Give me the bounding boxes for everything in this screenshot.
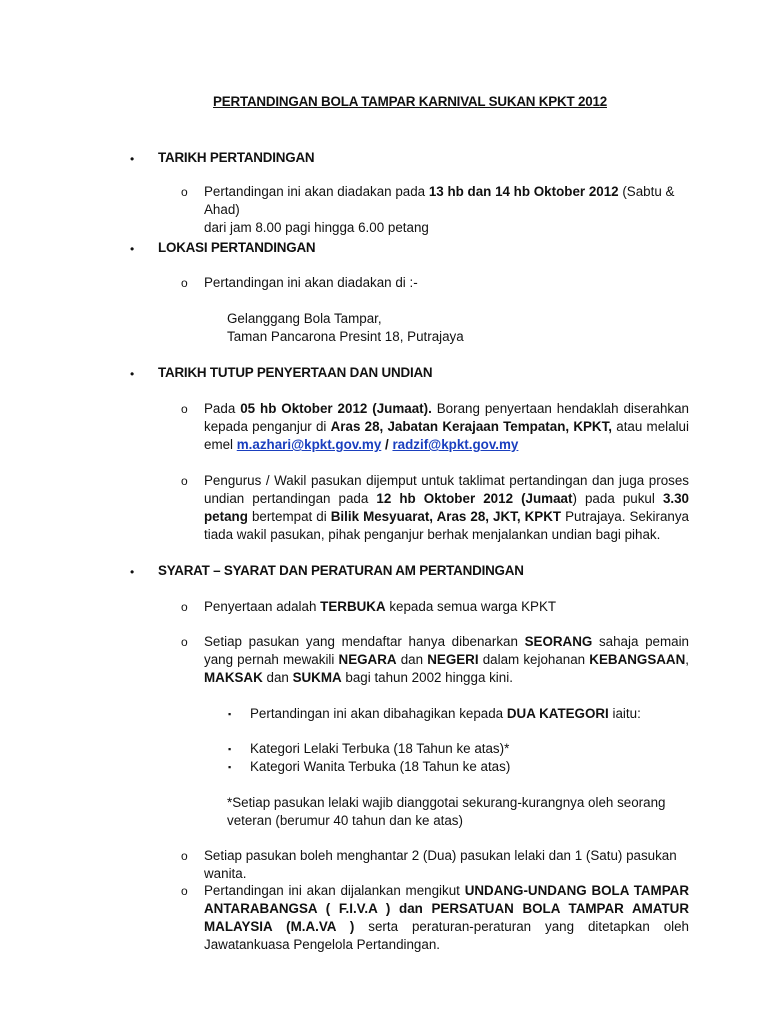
address-line: Gelanggang Bola Tampar,	[227, 311, 382, 326]
section-title: SYARAT – SYARAT DAN PERATURAN AM PERTANDINGAN	[158, 563, 524, 578]
circle-bullet-icon: o	[181, 276, 188, 290]
section-title: TARIKH PERTANDINGAN	[158, 150, 315, 165]
bullet-icon: •	[130, 367, 135, 381]
paragraph: Penyertaan adalah TERBUKA kepada semua warga KPKT	[204, 599, 557, 614]
paragraph: Setiap pasukan boleh menghantar 2 (Dua) pasukan lelaki dan 1 (Satu) pasukan wanita.	[204, 848, 677, 881]
bullet-icon: •	[130, 242, 135, 256]
bullet-icon: •	[130, 565, 135, 579]
square-bullet-icon: ▪	[228, 744, 232, 754]
square-bullet-icon: ▪	[228, 709, 232, 719]
square-bullet-icon: ▪	[228, 762, 232, 772]
section-title: LOKASI PERTANDINGAN	[158, 240, 316, 255]
address-line: Taman Pancarona Presint 18, Putrajaya	[227, 329, 464, 344]
circle-bullet-icon: o	[181, 849, 188, 863]
circle-bullet-icon: o	[181, 185, 188, 199]
circle-bullet-icon: o	[181, 635, 188, 649]
paragraph: Setiap pasukan yang mendaftar hanya dibenarkan SEORANG sahaja pemain yang pernah mewakili NEGARA dan NEGERI dalam kejohanan KEBANGSAAN, MAKSAK dan SUKMA bagi tahun 2002 hingga kini.	[204, 634, 690, 685]
paragraph: Pertandingan ini akan diadakan di :-	[204, 275, 418, 290]
email-link[interactable]: m.azhari@kpkt.gov.my	[236, 437, 382, 452]
section-title: TARIKH TUTUP PENYERTAAN DAN UNDIAN	[158, 365, 433, 380]
paragraph: Pertandingan ini akan dijalankan mengikut UNDANG-UNDANG BOLA TAMPAR ANTARABANGSA ( F.I.V.A ) dan PERSATUAN BOLA TAMPAR AMATUR MALAYSIA (M.A.VA ) serta peraturan-peraturan yang ditetapkan oleh Jawatankuasa Pengelola Pertandingan.	[204, 883, 690, 952]
document-title: PERTANDINGAN BOLA TAMPAR KARNIVAL SUKAN KPKT 2012	[213, 94, 607, 109]
paragraph: Pengurus / Wakil pasukan dijemput untuk taklimat pertandingan dan juga proses undian pertandingan pada 12 hb Oktober 2012 (Jumaat) pada pukul 3.30 petang bertempat di Bilik Mesyuarat, Aras 28, JKT, KPKT Putrajaya. Sekiranya tiada wakil pasukan, pihak penganjur berhak menjalankan undian bagi pihak.	[204, 473, 689, 542]
circle-bullet-icon: o	[181, 600, 188, 614]
circle-bullet-icon: o	[181, 884, 188, 898]
email-link[interactable]: radzif@kpkt.gov.my	[392, 437, 519, 452]
paragraph: Pertandingan ini akan diadakan pada 13 hb dan 14 hb Oktober 2012 (Sabtu & Ahad) dari jam 8.00 pagi hingga 6.00 petang	[204, 184, 675, 235]
document-page: PERTANDINGAN BOLA TAMPAR KARNIVAL SUKAN KPKT 2012 • TARIKH PERTANDINGAN o Pertandingan ini akan diadakan pada 13 hb dan 14 hb Oktober 2012 (Sabtu & Ahad) dari jam 8.00 pagi hingga 6.00 petang • LOKASI PERTANDINGAN o Pertandingan ini akan diadakan di :- Gelanggang Bola Tampar, Taman Pancarona Presint 18, Putrajaya • TARIKH TUTUP PENYERTAAN DAN UNDIAN o Pada 05 hb Oktober 2012 (Jumaat). Borang penyertaan hendaklah diserahkan kepada penganjur di Aras 28, Jabatan Kerajaan Tempatan, KPKT, atau melalui emel m.azhari@kpkt.gov.my / radzif@kpkt.gov.my o Pengurus / Wakil pasukan dijemput untuk taklimat pertandingan dan juga proses undian pertandingan pada 12 hb Oktober 2012 (Jumaat) pada pukul 3.30 petang bertempat di Bilik Mesyuarat, Aras 28, JKT, KPKT Putrajaya. Sekiranya tiada wakil pasukan, pihak penganjur berhak menjalankan undian bagi pihak. • SYARAT – SYARAT DAN PERATURAN AM PERTANDINGAN o Penyertaan adalah TERBUKA kepada semua warga KPKT o Setiap pasukan yang mendaftar hanya dibenarkan SEORANG sahaja pemain yang pernah mewakili NEGARA dan NEGERI dalam kejohanan KEBANGSAAN, MAKSAK dan SUKMA bagi tahun 2002 hingga kini. ▪ Pertandingan ini akan dibahagikan kepada DUA KATEGORI iaitu: ▪ Kategori Lelaki Terbuka (18 Tahun ke atas)* ▪ Kategori Wanita Terbuka (18 Tahun ke atas) *Setiap pasukan lelaki wajib dianggotai sekurang-kurangnya oleh seorang veteran (berumur 40 tahun dan ke atas) o Setiap pasukan boleh menghantar 2 (Dua) pasukan lelaki dan 1 (Satu) pasukan wanita. o Pertandingan ini akan dijalankan mengikut UNDANG-UNDANG BOLA TAMPAR ANTARABANGSA ( F.I.V.A ) dan PERSATUAN BOLA TAMPAR AMATUR MALAYSIA (M.A.VA ) serta peraturan-peraturan yang ditetapkan oleh Jawatankuasa Pengelola Pertandingan.	[0, 0, 768, 1024]
circle-bullet-icon: o	[181, 474, 188, 488]
paragraph: Pada 05 hb Oktober 2012 (Jumaat). Borang penyertaan hendaklah diserahkan kepada penganjur di Aras 28, Jabatan Kerajaan Tempatan, KPKT, atau melalui emel m.azhari@kpkt.gov.my / radzif@kpkt.gov.my	[204, 401, 689, 452]
circle-bullet-icon: o	[181, 402, 188, 416]
bullet-icon: •	[130, 152, 135, 166]
